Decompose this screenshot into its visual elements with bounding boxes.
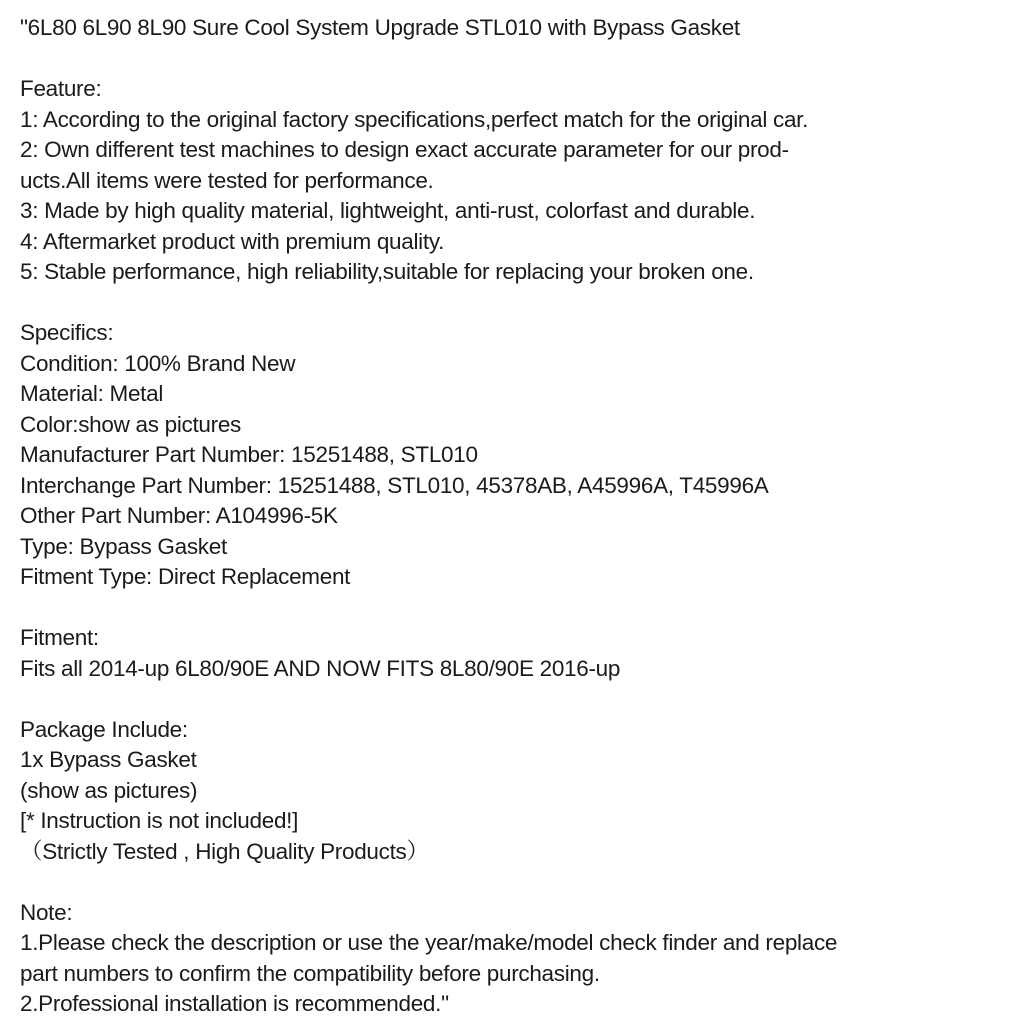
section-line: Material: Metal [20, 381, 164, 406]
section-line: 1: According to the original factory specifications,perfect match for the original car. [20, 106, 809, 132]
description-section [20, 623, 1006, 684]
section-line: Fitment Type: Direct Replacement [20, 564, 351, 589]
section-line: Interchange Part Number: 15251488, STL010, 45378AB, A45996A, T45996A [20, 472, 769, 498]
section-line: 2: Own different test machines to design exact accurate parameter for our prod- [20, 137, 789, 162]
description-section [20, 898, 1006, 1020]
section-heading: Feature: [20, 76, 102, 101]
section-line: Type: Bypass Gasket [20, 533, 227, 559]
section-line: [* Instruction is not included!] [20, 808, 299, 833]
description-section [20, 74, 1006, 288]
section-heading: Package Include: [20, 716, 188, 742]
section-line: Manufacturer Part Number: 15251488, STL010 [20, 442, 478, 467]
description-sections [20, 74, 1006, 1020]
section-line: Color:show as pictures [20, 411, 241, 437]
section-heading: Specifics: [20, 320, 114, 345]
section-line: (show as pictures) [20, 777, 198, 803]
section-line: 1.Please check the description or use the year/make/model check finder and replace [20, 930, 838, 955]
description-section [20, 318, 1006, 593]
description-section [20, 715, 1006, 868]
section-line: （Strictly Tested , High Quality Products） [20, 838, 429, 864]
section-line: 2.Professional installation is recommended." [20, 991, 449, 1016]
section-line: Condition: 100% Brand New [20, 350, 296, 376]
section-line: 4: Aftermarket product with premium quality. [20, 228, 445, 254]
section-line: ucts.All items were tested for performance. [20, 167, 434, 193]
section-heading: Fitment: [20, 625, 99, 650]
section-line: part numbers to confirm the compatibility before purchasing. [20, 960, 600, 986]
product-title: "6L80 6L90 8L90 Sure Cool System Upgrade STL010 with Bypass Gasket [20, 15, 740, 40]
section-line: 3: Made by high quality material, lightweight, anti-rust, colorfast and durable. [20, 198, 756, 223]
section-line: 5: Stable performance, high reliability,suitable for replacing your broken one. [20, 259, 754, 284]
section-line: Other Part Number: A104996-5K [20, 503, 338, 528]
section-line: Fits all 2014-up 6L80/90E AND NOW FITS 8L80/90E 2016-up [20, 655, 621, 681]
section-heading: Note: [20, 899, 73, 925]
section-line: 1x Bypass Gasket [20, 747, 197, 772]
